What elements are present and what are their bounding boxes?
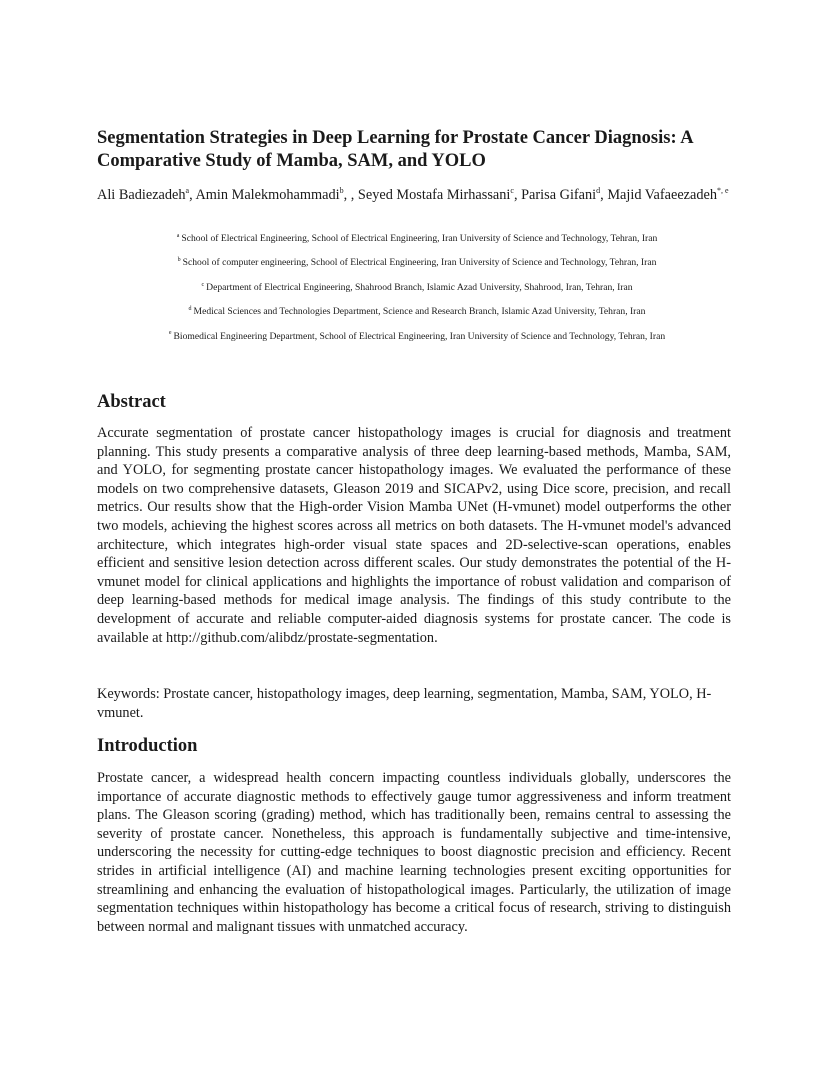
affiliation: $^d$ Medical Sciences and Technologies Department, Science and Research Branch, Islamic Azad University, Tehran, Iran bbox=[188, 305, 646, 318]
affiliation: $^e$ Biomedical Engineering Department, School of Electrical Engineering, Iran University of Science and Technology, Tehran, Iran bbox=[168, 330, 666, 342]
author: Amin Malekmohammadi$^b$, , bbox=[195, 186, 358, 203]
author: Majid Vafaeezadeh$^{*, e}$ bbox=[607, 186, 729, 203]
introduction-heading: Introduction bbox=[97, 736, 198, 756]
affiliation: $^b$ School of computer engineering, School of Electrical Engineering, Iran University of Science and Technology, Tehran, Iran bbox=[177, 257, 657, 269]
keywords: Keywords: Prostate cancer, histopathology images, deep learning, segmentation, Mamba, SAM, YOLO, H-vmunet. bbox=[97, 686, 712, 721]
paper-title: Segmentation Strategies in Deep Learning for Prostate Cancer Diagnosis: A Comparative Study of Mamba, SAM, and YOLO bbox=[97, 128, 693, 171]
author-list bbox=[97, 185, 737, 205]
introduction-text: Prostate cancer, a widespread health concern impacting countless individuals globally, underscores the importance of accurate diagnostic methods to effectively gauge tumor aggressiveness and inform treatment plans. The Gleason scoring (grading) method, which has traditionally been, remains central to assessing the severity of prostate cancer. Nonetheless, this approach is fundamentally subjective and time-intensive, underscoring the necessity for cutting-edge techniques to boost diagnostic precision and efficiency. Recent strides in artificial intelligence (AI) and machine learning technologies present exciting opportunities for streamlining and enhancing the evaluation of histopathological images. Particularly, the utilization of image segmentation techniques within histopathology has become a critical focus of research, striving to distinguish between normal and malignant tissues with unmatched accuracy. bbox=[97, 770, 731, 935]
affiliation: $^c$ Department of Electrical Engineering, Shahrood Branch, Islamic Azad University, Shahrood, Iran, Tehran, Iran bbox=[201, 281, 633, 293]
author: Parisa Gifani$^d$, bbox=[521, 186, 608, 203]
author: Seyed Mostafa Mirhassani$^c$, bbox=[357, 186, 522, 203]
author: Ali Badiezadeh$^a$, bbox=[97, 186, 196, 203]
abstract-heading: Abstract bbox=[97, 392, 166, 412]
affiliation: $^a$ School of Electrical Engineering, School of Electrical Engineering, Iran University of Science and Technology, Tehran, Iran bbox=[176, 232, 658, 244]
affiliation-list bbox=[97, 233, 737, 355]
abstract-text: Accurate segmentation of prostate cancer histopathology images is crucial for diagnosis and treatment planning. This study presents a comparative analysis of three deep learning-based methods, Mamba, SAM, and YOLO, for segmenting prostate cancer histopathology images. We evaluated the performance of these models on two comprehensive datasets, Gleason 2019 and SICAPv2, using Dice score, precision, and recall metrics. Our results show that the High-order Vision Mamba UNet (H-vmunet) model outperforms the other two models, achieving the highest scores across all metrics on both datasets. The H-vmunet model's advanced architecture, which integrates high-order visual state spaces and 2D-selective-scan operations, enables efficient and sensitive lesion detection across different scales. Our study demonstrates the potential of the H-vmunet model for clinical applications and highlights the importance of robust validation and comparison of deep learning-based methods for medical image analysis. The findings of this study contribute to the development of accurate and reliable computer-aided diagnosis systems for prostate cancer. The code is available at http://github.com/alibdz/prostate-segmentation. bbox=[97, 425, 731, 646]
